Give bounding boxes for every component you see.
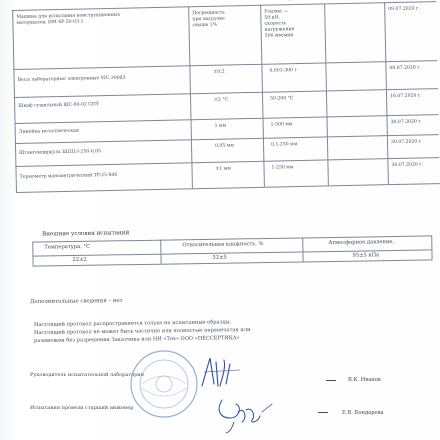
row5-name: Штангенциркуль ШЦЦ-I-250-0,05 bbox=[19, 149, 102, 156]
row5-date: 30.07.2020 г. bbox=[390, 139, 423, 146]
signer2-name: Е.В. Бондарева bbox=[342, 410, 384, 416]
row1-name-line1: Машина для испытания конструкционных bbox=[16, 12, 121, 20]
row1-range-line1: Усилие — bbox=[264, 9, 289, 15]
row4-name: Линейка металлическая bbox=[18, 128, 79, 135]
row1-range-line5: 500 мм/мин bbox=[264, 33, 294, 39]
row3-date: 16.07.2020 г. bbox=[390, 93, 422, 100]
row6-accuracy: ±1 мм bbox=[215, 166, 231, 172]
equipment-table bbox=[12, 0, 440, 209]
notice-line1: Настоящий протокол распространяется только на испытанные образцы. bbox=[34, 319, 232, 328]
row1-name-line2: материалов, ИМ-4Р-50-03-1 bbox=[16, 19, 84, 26]
row1-range-line4: нагружения bbox=[264, 27, 295, 33]
signature-1 bbox=[196, 356, 254, 390]
organization-stamp bbox=[128, 348, 200, 420]
signer1-name: В.К. Иванов bbox=[348, 377, 381, 383]
row6-name: Термометр манометрический TP-25-606 bbox=[19, 172, 118, 180]
row1-range-line3: скорость bbox=[264, 21, 287, 27]
row6-range: 1-250 мм bbox=[271, 165, 294, 171]
row3-name: Шкаф сушильный ШС-80-02 СПУ bbox=[18, 102, 100, 109]
row1-accuracy-line3: свыше 1% bbox=[192, 22, 218, 29]
row4-accuracy: 1 мм bbox=[214, 123, 227, 129]
row1-accuracy-line1: Погрешность bbox=[192, 10, 225, 17]
signature-2 bbox=[212, 392, 282, 434]
signer1-label: Руководитель испытательной лаборатории bbox=[30, 372, 144, 378]
humidity-header: Относительная влажность, % bbox=[182, 241, 264, 249]
notice-line3: размножен без разрешения Заказчика или НИ «Тех» ООО «ПЕССЕРТИКА» bbox=[34, 335, 240, 344]
additional-info: Дополнительные сведения – нет bbox=[30, 298, 123, 305]
row1-range-line2: 50 кН, bbox=[264, 15, 281, 21]
temperature-value: 22±2 bbox=[72, 256, 87, 264]
signer2-label: Испытания провели старший инженер bbox=[30, 405, 134, 411]
notice-line2: Настоящий протокол не может быть частично или полностью перепечатан или bbox=[34, 326, 251, 336]
humidity-value: 52±5 bbox=[212, 254, 227, 261]
header-fragment bbox=[280, 0, 315, 2]
row2-accuracy: ±0,2 bbox=[213, 69, 225, 75]
row5-range: 0,1-250 мм bbox=[271, 142, 298, 148]
row1-accuracy-line2: при нагрузке bbox=[192, 16, 225, 23]
row3-accuracy: ±2 °С bbox=[214, 97, 229, 103]
row3-range: 50-200 °С bbox=[270, 96, 294, 102]
row1-date: 09.07.2020 г. bbox=[388, 6, 420, 13]
temperature-header: Температура, °С bbox=[44, 243, 91, 251]
pressure-header: Атмосферное давление, bbox=[328, 239, 395, 247]
row6-date: 30.07.2020 г. bbox=[391, 162, 424, 169]
row2-date: 08.07.2020 г. bbox=[389, 65, 422, 72]
row4-date: 30.07.2020 г. bbox=[390, 119, 423, 126]
row5-accuracy: 0,05 мм bbox=[215, 143, 234, 149]
row2-range: 0,001-300 г bbox=[269, 68, 297, 74]
conditions-table bbox=[12, 219, 433, 292]
row2-name: Весы лабораторные электронные VIC-300d3 bbox=[17, 75, 126, 83]
row4-range: 1-500 мм bbox=[270, 122, 293, 128]
conditions-title: Внешние условия испытаний bbox=[42, 230, 130, 238]
pressure-value: 95±5 кПа bbox=[352, 252, 380, 259]
